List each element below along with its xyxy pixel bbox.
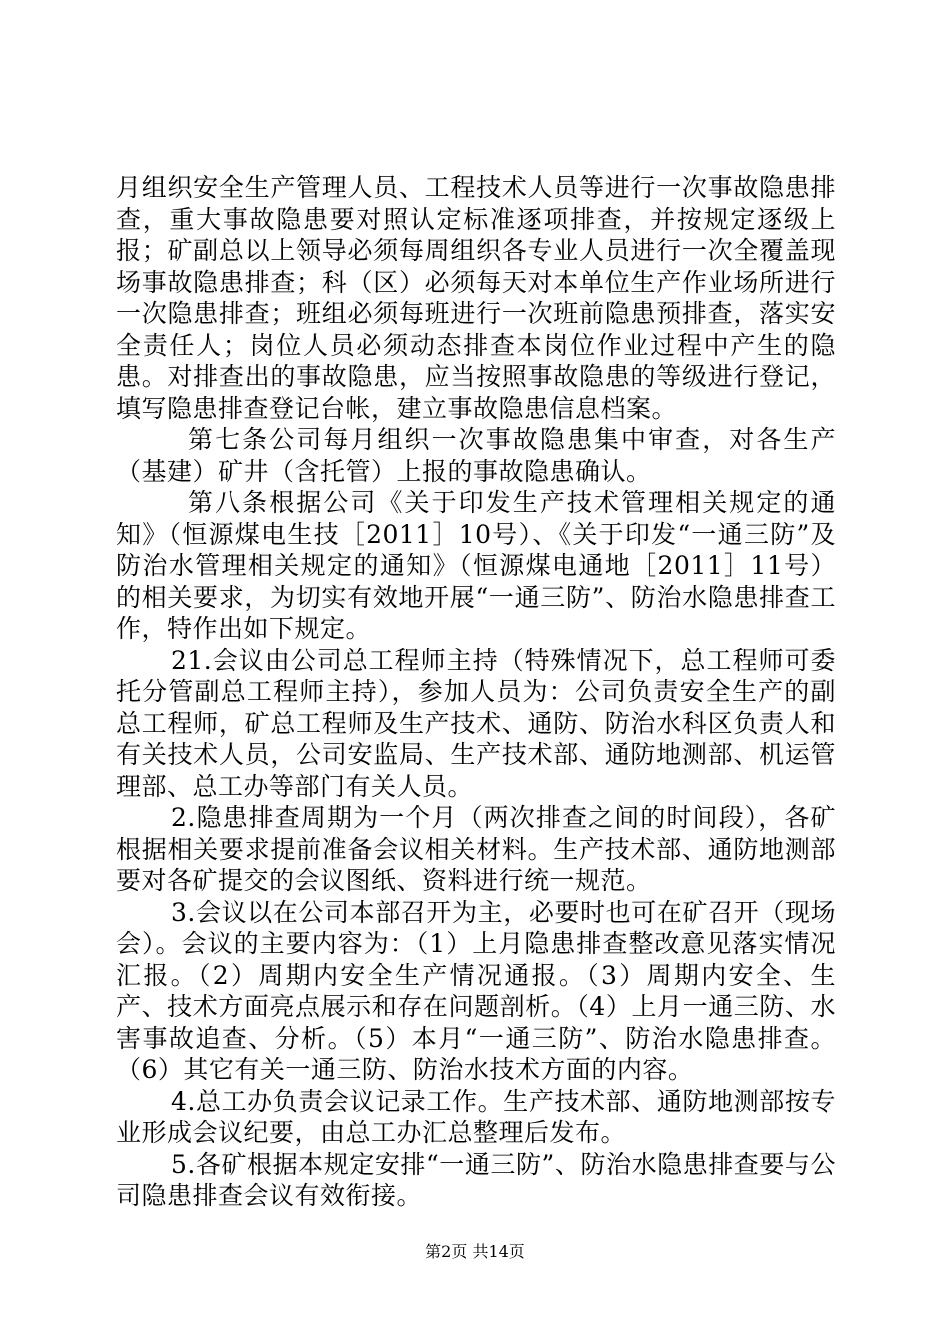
paragraph-item-1: 21.会议由公司总工程师主持（特殊情况下，总工程师可委托分管副总工程师主持），参加人员为：公司负责安全生产的副总工程师，矿总工程师及生产技术、通防、防治水科区负责人和有关技术人员，公司安监局、生产技术部、通防地测部、机运管理部、总工办等部门有关人员。 <box>116 645 836 801</box>
page-footer: 第2页 共14页 <box>425 1242 525 1261</box>
paragraph-item-3: 3.会议以在公司本部召开为主，必要时也可在矿召开（现场会）。会议的主要内容为：（1）上月隐患排查整改意见落实情况汇报。（2）周期内安全生产情况通报。（3）周期内安全、生产、技术方面亮点展示和存在问题剖析。（4）上月一通三防、水害事故追查、分析。（5）本月“一通三防”、防治水隐患排查。（6）其它有关一通三防、防治水技术方面的内容。 <box>116 897 836 1084</box>
paragraph-item-4: 4.总工办负责会议记录工作。生产技术部、通防地测部按专业形成会议纪要，由总工办汇总整理后发布。 <box>116 1086 836 1147</box>
paragraph-item-5: 5.各矿根据本规定安排“一通三防”、防治水隐患排查要与公司隐患排查会议有效衔接。 <box>116 1149 836 1210</box>
document-body <box>116 172 836 1212</box>
paragraph-item-2: 2.隐患排查周期为一个月（两次排查之间的时间段），各矿根据相关要求提前准备会议相关材料。生产技术部、通防地测部要对各矿提交的会议图纸、资料进行统一规范。 <box>116 803 836 895</box>
paragraph-article-7: 第七条公司每月组织一次事故隐患集中审查，对各生产（基建）矿井（含托管）上报的事故隐患确认。 <box>116 425 836 486</box>
paragraph-continuation: 月组织安全生产管理人员、工程技术人员等进行一次事故隐患排查，重大事故隐患要对照认定标准逐项排查，并按规定逐级上报；矿副总以上领导必须每周组织各专业人员进行一次全覆盖现场事故隐患排查；科（区）必须每天对本单位生产作业场所进行一次隐患排查；班组必须每班进行一次班前隐患预排查，落实安全责任人；岗位人员必须动态排查本岗位作业过程中产生的隐患。对排查出的事故隐患，应当按照事故隐患的等级进行登记，填写隐患排查登记台帐，建立事故隐患信息档案。 <box>116 173 836 423</box>
paragraph-article-8: 第八条根据公司《关于印发生产技术管理相关规定的通知》（恒源煤电生技［2011］10号）、《关于印发“一通三防”及防治水管理相关规定的通知》（恒源煤电通地［2011］11号）的相关要求，为切实有效地开展“一通三防”、防治水隐患排查工作，特作出如下规定。 <box>116 488 836 643</box>
